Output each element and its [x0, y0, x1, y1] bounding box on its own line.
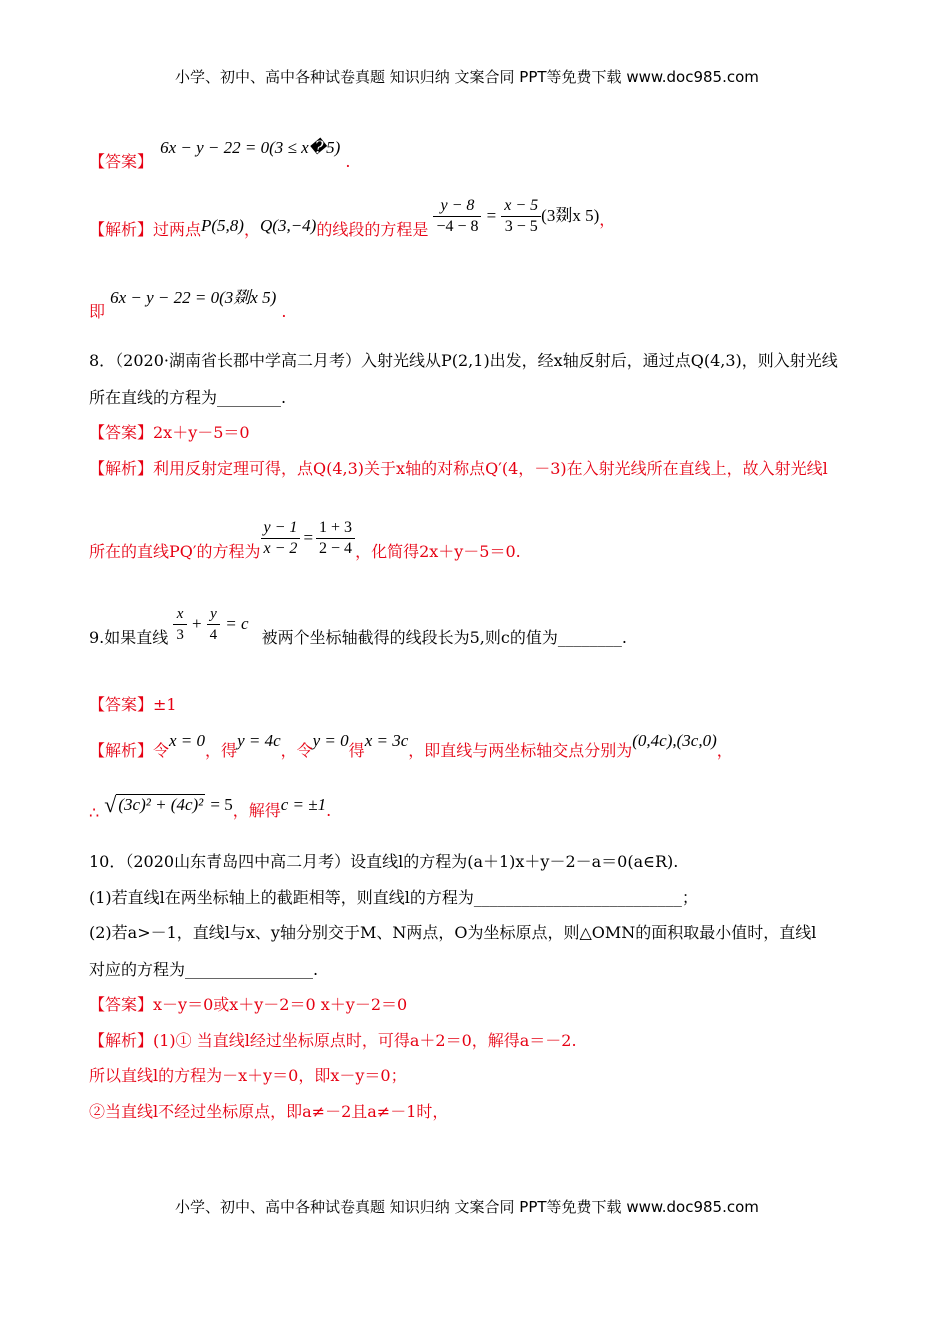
q9-analysis [89, 728, 733, 760]
m-y0: y = 0 [312, 731, 349, 750]
fraction-a: $\frac{y - 1}{x - 2}$ [261, 518, 301, 559]
t-solve: ，解得 [232, 801, 281, 820]
t-intersect: ，即直线与两坐标轴交点分别为 [408, 741, 633, 760]
q10-analysis2: 所以直线l的方程为－x＋y＝0，即x－y＝0； [89, 1066, 407, 1085]
q8-line2: 所在直线的方程为________. [89, 388, 287, 407]
page-footer: 小学、初中、高中各种试卷真题 知识归纳 文案合同 PPT等免费下载 www.doc985.com [175, 1198, 759, 1216]
q9-result [89, 790, 332, 822]
m-x3c: x = 3c [364, 731, 409, 750]
sqrt-body: (3c)² + (4c)² [118, 795, 204, 814]
ji-text: 即 [89, 302, 106, 321]
m-x0: x = 0 [169, 731, 206, 750]
m-y4c: y = 4c [237, 731, 281, 750]
fraction-slope-1: $\frac{y - 8}{-4 - 8}$ [433, 196, 481, 237]
analysis-label: 【解析】过两点 [89, 220, 202, 239]
q8-analysis1: 【解析】利用反射定理可得，点Q(4,3)关于x轴的对称点Q′(4，－3)在入射光线所在直线上，故入射光线l [89, 459, 828, 478]
m-c-value: c = ±1 [280, 795, 327, 814]
result-end: . [281, 302, 287, 321]
t-comma: ， [716, 741, 733, 760]
comma: ， [599, 210, 616, 229]
answer-label: 【答案】 [89, 152, 154, 171]
point-p: P(5,8) [201, 216, 244, 235]
answer-formula: 6x − y − 22 = 0(3 ≤ x�5) [160, 138, 341, 157]
sqrt-equals: = 5 [210, 795, 233, 814]
t-de1: ，得 [205, 741, 238, 760]
analysis-post: ，化简得2x＋y－5＝0. [355, 542, 521, 561]
a-label: 【解析】令 [89, 741, 170, 760]
q8-answer: 【答案】2x＋y－5＝0 [89, 423, 250, 442]
equals-sign: = [303, 528, 314, 547]
q10-answer: 【答案】x－y＝0或x＋y－2＝0 x＋y－2＝0 [89, 995, 408, 1014]
page-header: 小学、初中、高中各种试卷真题 知识归纳 文案合同 PPT等免费下载 www.doc985.com [175, 68, 759, 86]
fraction-x-3: $\frac{x}{3}$ [173, 604, 187, 645]
t-ling: ，令 [280, 741, 313, 760]
result-formula: 6x − y − 22 = 0(3剟x 5) [110, 288, 277, 307]
therefore-sign: ∴ [89, 803, 100, 822]
point-q: Q(3,−4) [260, 216, 317, 235]
q9-answer: 【答案】±1 [89, 695, 177, 714]
q9-question [89, 604, 627, 645]
fraction-y-4: $\frac{y}{4}$ [207, 604, 221, 645]
equals-sign: = [486, 206, 497, 225]
equals-c: = c [225, 614, 249, 633]
sqrt-icon: √ [104, 792, 117, 817]
q8-analysis2 [89, 518, 521, 559]
plus-sign: + [191, 614, 202, 633]
q8-line1: 8．（2020·湖南省长郡中学高二月考）入射光线从P(2,1)出发，经x轴反射后，通过点Q(4,3)，则入射光线 [89, 351, 838, 370]
q10-analysis3: ②当直线l不经过坐标原点，即a≠－2且a≠－1时， [89, 1102, 449, 1121]
p7-answer-line [89, 135, 351, 171]
q10-analysis1: 【解析】(1)① 当直线l经过坐标原点时，可得a＋2＝0，解得a＝－2. [89, 1031, 577, 1050]
t-end: . [326, 801, 332, 820]
answer-end: . [345, 152, 351, 171]
q9-prefix: 9.如果直线 [89, 628, 169, 647]
analysis-mid-text: 的线段的方程是 [316, 220, 429, 239]
q10-line1: 10．（2020山东青岛四中高二月考）设直线l的方程为(a＋1)x＋y－2－a＝0(a∈R). [89, 852, 679, 871]
p7-result-line [89, 283, 287, 321]
q10-line3: (2)若a>－1，直线l与x、y轴分别交于M、N两点，O为坐标原点，则△OMN的面积取最小值时，直线l [89, 923, 817, 942]
q10-line4: 对应的方程为________________. [89, 960, 319, 979]
p7-analysis-line [89, 196, 615, 237]
fraction-slope-2: $\frac{x - 5}{3 - 5}$ [501, 196, 541, 237]
fraction-b: $\frac{1 + 3}{2 - 4}$ [316, 518, 355, 559]
t-de2: 得 [348, 741, 365, 760]
separator: ， [243, 220, 260, 239]
range-expr: (3剟x 5) [541, 206, 600, 225]
q10-line2: (1)若直线l在两坐标轴上的截距相等，则直线l的方程为__________________________； [89, 888, 698, 907]
q9-suffix: 被两个坐标轴截得的线段长为5,则c的值为________. [261, 628, 627, 647]
analysis-pre: 所在的直线PQ′的方程为 [89, 542, 261, 561]
m-points: (0,4c),(3c,0) [632, 731, 717, 750]
